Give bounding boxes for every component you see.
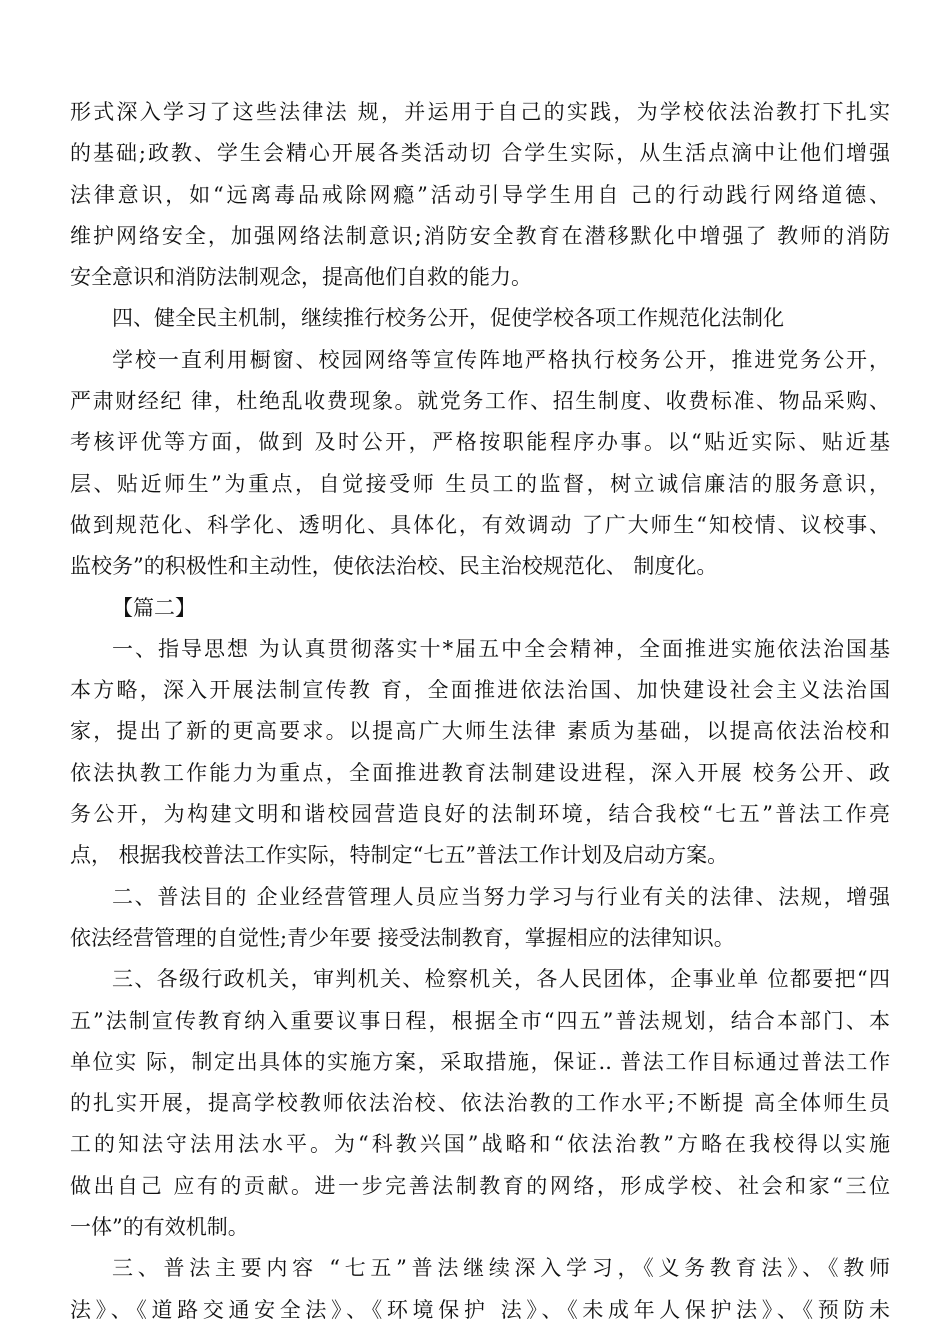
text-line: 三、各级行政机关，审判机关、检察机关，各人民团体，企事业单 位都要把“四 <box>112 967 890 992</box>
body-text <box>70 92 890 1331</box>
text-line: 安全意识和消防法制观念，提高他们自救的能力。 <box>70 265 532 290</box>
text-line: 法》、《道路交通安全法》、《环境保护 法》、《未成年人保护法》、《预防未 <box>70 1297 890 1322</box>
text-line: 点， 根据我校普法工作实际，特制定“七五”普法工作计划及启动方案。 <box>70 843 729 868</box>
text-line: 做出自己 应有的贡献。进一步完善法制教育的网络，形成学校、社会和家“三位 <box>70 1173 890 1198</box>
text-line: 家，提出了新的更高要求。以提高广大师生法律 素质为基础，以提高依法治校和 <box>70 719 890 744</box>
text-line: 一、指导思想 为认真贯彻落实十*届五中全会精神，全面推进实施依法治国基 <box>112 636 890 661</box>
text-line: 本方略，深入开展法制宣传教 育，全面推进依法治国、加快建设社会主义法治国 <box>70 678 890 703</box>
text-line: 三、普法主要内容 “七五”普法继续深入学习，《义务教育法》、《教师 <box>112 1256 890 1281</box>
text-line: 依法经营管理的自觉性;青少年要 接受法制教育，掌握相应的法律知识。 <box>70 925 735 950</box>
text-line: 四、健全民主机制，继续推行校务公开，促使学校各项工作规范化法制化 <box>112 306 784 331</box>
text-line: 严肃财经纪 律，杜绝乱收费现象。就党务工作、招生制度、收费标准、物品采购、 <box>70 389 890 414</box>
text-line: 考核评优等方面，做到 及时公开，严格按职能程序办事。以“贴近实际、贴近基 <box>70 430 890 455</box>
text-line: 五”法制宣传教育纳入重要议事日程，根据全市“四五”普法规划，结合本部门、本 <box>70 1008 890 1033</box>
text-line: 一体”的有效机制。 <box>70 1215 249 1240</box>
text-line: 形式深入学习了这些法律法 规，并运用于自己的实践，为学校依法治教打下扎实 <box>70 100 890 124</box>
text-line: 监校务”的积极性和主动性，使依法治校、民主治校规范化、 制度化。 <box>70 554 718 579</box>
text-line: 依法执教工作能力为重点，全面推进教育法制建设进程，深入开展 校务公开、政 <box>70 760 890 785</box>
text-line: 二、普法目的 企业经营管理人员应当努力学习与行业有关的法律、法规，增强 <box>112 884 890 909</box>
text-line: 维护网络安全，加强网络法制意识;消防安全教育在潜移默化中增强了 教师的消防 <box>70 223 890 248</box>
text-line: 【篇二】 <box>112 595 196 620</box>
text-line: 层、贴近师生”为重点，自觉接受师 生员工的监督，树立诚信廉洁的服务意识， <box>70 471 890 496</box>
text-line: 的基础;政教、学生会精心开展各类活动切 合学生实际，从生活点滴中让他们增强 <box>70 141 890 166</box>
text-line: 务公开，为构建文明和谐校园营造良好的法制环境，结合我校“七五”普法工作亮 <box>70 802 890 827</box>
text-line: 法律意识，如“远离毒品戒除网瘾”活动引导学生用自 己的行动践行网络道德、 <box>70 182 890 207</box>
text-line: 工的知法守法用法水平。为“科教兴国”战略和“依法治教”方略在我校得以实施 <box>70 1132 890 1157</box>
text-line: 做到规范化、科学化、透明化、具体化，有效调动 了广大师生“知校情、议校事、 <box>70 512 890 537</box>
text-line: 学校一直利用橱窗、校园网络等宣传阵地严格执行校务公开，推进党务公开， <box>112 347 890 372</box>
text-line: 的扎实开展，提高学校教师依法治校、依法治教的工作水平;不断提 高全体师生员 <box>70 1091 890 1116</box>
text-line: 单位实 际，制定出具体的实施方案，采取措施，保证.. 普法工作目标通过普法工作 <box>70 1049 890 1074</box>
